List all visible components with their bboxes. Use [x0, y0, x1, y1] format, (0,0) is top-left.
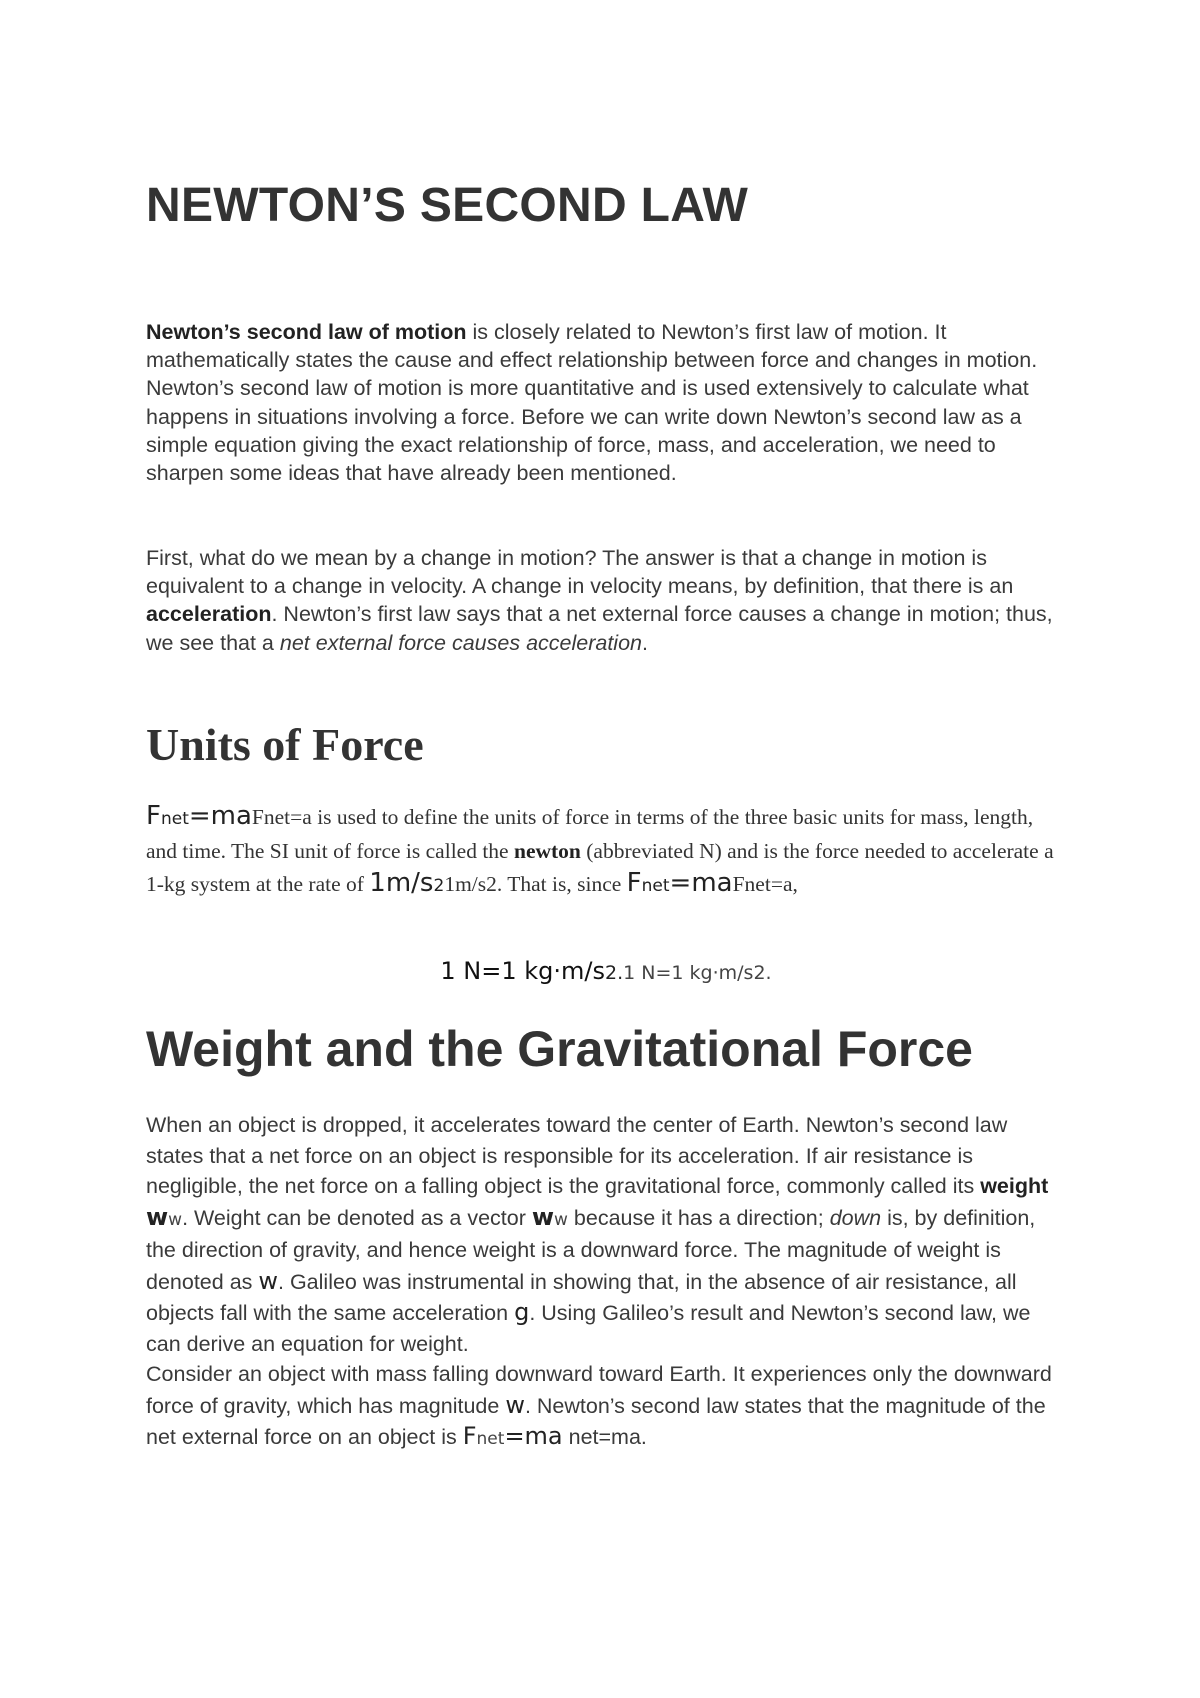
- units-heading: Units of Force: [146, 719, 424, 770]
- formula-f-2: F: [626, 868, 642, 898]
- down-italic: down: [829, 1205, 882, 1230]
- weight-symbol-duplicate: w: [168, 1209, 183, 1230]
- weight-text-6: . Using Galileo’s result and Newton’s second law, we can derive an equation for weight.: [146, 1301, 1031, 1356]
- acceleration-term: acceleration: [146, 602, 272, 627]
- weight-vector-duplicate: w: [554, 1209, 568, 1230]
- intro-bold-lead: Newton’s second law of motion: [146, 320, 467, 344]
- units-text-2: (abbreviated N) and is the force needed to accelerate a 1-kg system at the rate of: [146, 839, 1054, 896]
- weight-vector-symbol: w: [531, 1202, 555, 1231]
- equation-period: .: [617, 962, 624, 984]
- formula-net-subscript-2: net: [641, 876, 670, 896]
- page-title: NEWTON’S SECOND LAW: [146, 179, 749, 232]
- rate-superscript: 2: [433, 876, 445, 896]
- net-force-f: F: [462, 1422, 477, 1450]
- net-force-duplicate: net=ma.: [562, 1425, 647, 1449]
- formula-f: F: [146, 801, 161, 831]
- weight-text-4: is, by definition, the direction of gravity, and hence weight is a downward force. The magnitude of weight is denoted as: [146, 1205, 1036, 1294]
- newton-term: newton: [513, 839, 581, 863]
- intro-paragraph: [146, 318, 1066, 487]
- weight-magnitude-symbol-2: w: [505, 1390, 525, 1419]
- rate-duplicate: 1m/s2: [444, 872, 497, 896]
- change-text-2: . Newton’s first law says that a net external force causes a change in motion; thus, we see that a: [146, 602, 1053, 655]
- intro-text: is closely related to Newton’s first law of motion. It mathematically states the cause and effect relationship between force and changes in motion. Newton’s second law of motion is more quantitative and is used extensively to calculate what happens in situations involving a force. Before we can write down Newton’s second law as a simple equation giving the exact relationship of force, mass, and acceleration, we need to sharpen some ideas that have already been mentioned.: [146, 320, 1038, 486]
- change-italic: net external force causes acceleration: [279, 630, 642, 655]
- units-paragraph: [146, 800, 1066, 902]
- formula-eq-ma-2: =ma: [669, 868, 733, 898]
- units-text-1: is used to define the units of force in terms of the three basic units for mass, length, and time. The SI unit of force is called the: [146, 805, 1034, 863]
- weight-text-1: When an object is dropped, it accelerates toward the center of Earth. Newton’s second law states that a net force on an object is responsible for its acceleration. If air resistance is negligible, the net force on a falling object is the gravitational force, commonly called its: [146, 1113, 1008, 1198]
- change-text-3: .: [642, 630, 648, 655]
- newton-unit-equation: [146, 957, 1066, 986]
- net-force-eq-ma: =ma: [504, 1422, 563, 1450]
- weight-text-2: . Weight can be denoted as a vector: [182, 1205, 532, 1230]
- change-text-1: First, what do we mean by a change in motion? The answer is that a change in motion is equivalent to a change in velocity. A change in velocity means, by definition, that there is an: [146, 546, 1014, 599]
- equation-superscript: 2: [605, 962, 618, 984]
- formula-duplicate: Fnet=a: [251, 805, 312, 829]
- equation-duplicate: 1 N=1 kg⋅m/s2.: [623, 962, 772, 984]
- weight-magnitude-symbol: w: [258, 1266, 279, 1295]
- weight-paragraph: [146, 1110, 1066, 1455]
- weight-symbol: w: [146, 1202, 169, 1231]
- net-force-subscript: net: [476, 1429, 505, 1449]
- weight-text-3: because it has a direction;: [567, 1205, 830, 1230]
- weight-heading: Weight and the Gravitational Force: [146, 1021, 973, 1077]
- weight-text-8: . Newton’s second law states that the magnitude of the net external force on an object is: [146, 1393, 1046, 1449]
- weight-text-7: Consider an object with mass falling downward toward Earth. It experiences only the downward force of gravity, which has magnitude: [146, 1362, 1052, 1418]
- formula-eq-ma: =ma: [188, 801, 252, 831]
- equation-main: 1 N=1 kg⋅m/s: [440, 957, 605, 985]
- weight-text-5: . Galileo was instrumental in showing that, in the absence of air resistance, all objects fall with the same acceleration: [146, 1269, 1017, 1325]
- units-text-3: . That is, since: [496, 872, 627, 896]
- weight-term: weight: [980, 1174, 1049, 1198]
- rate-formula: 1m/s: [369, 868, 434, 898]
- change-paragraph: [146, 544, 1066, 657]
- gravity-symbol: g: [514, 1298, 530, 1326]
- formula-net-subscript: net: [160, 809, 189, 829]
- formula-duplicate-2: Fnet=a,: [732, 872, 798, 896]
